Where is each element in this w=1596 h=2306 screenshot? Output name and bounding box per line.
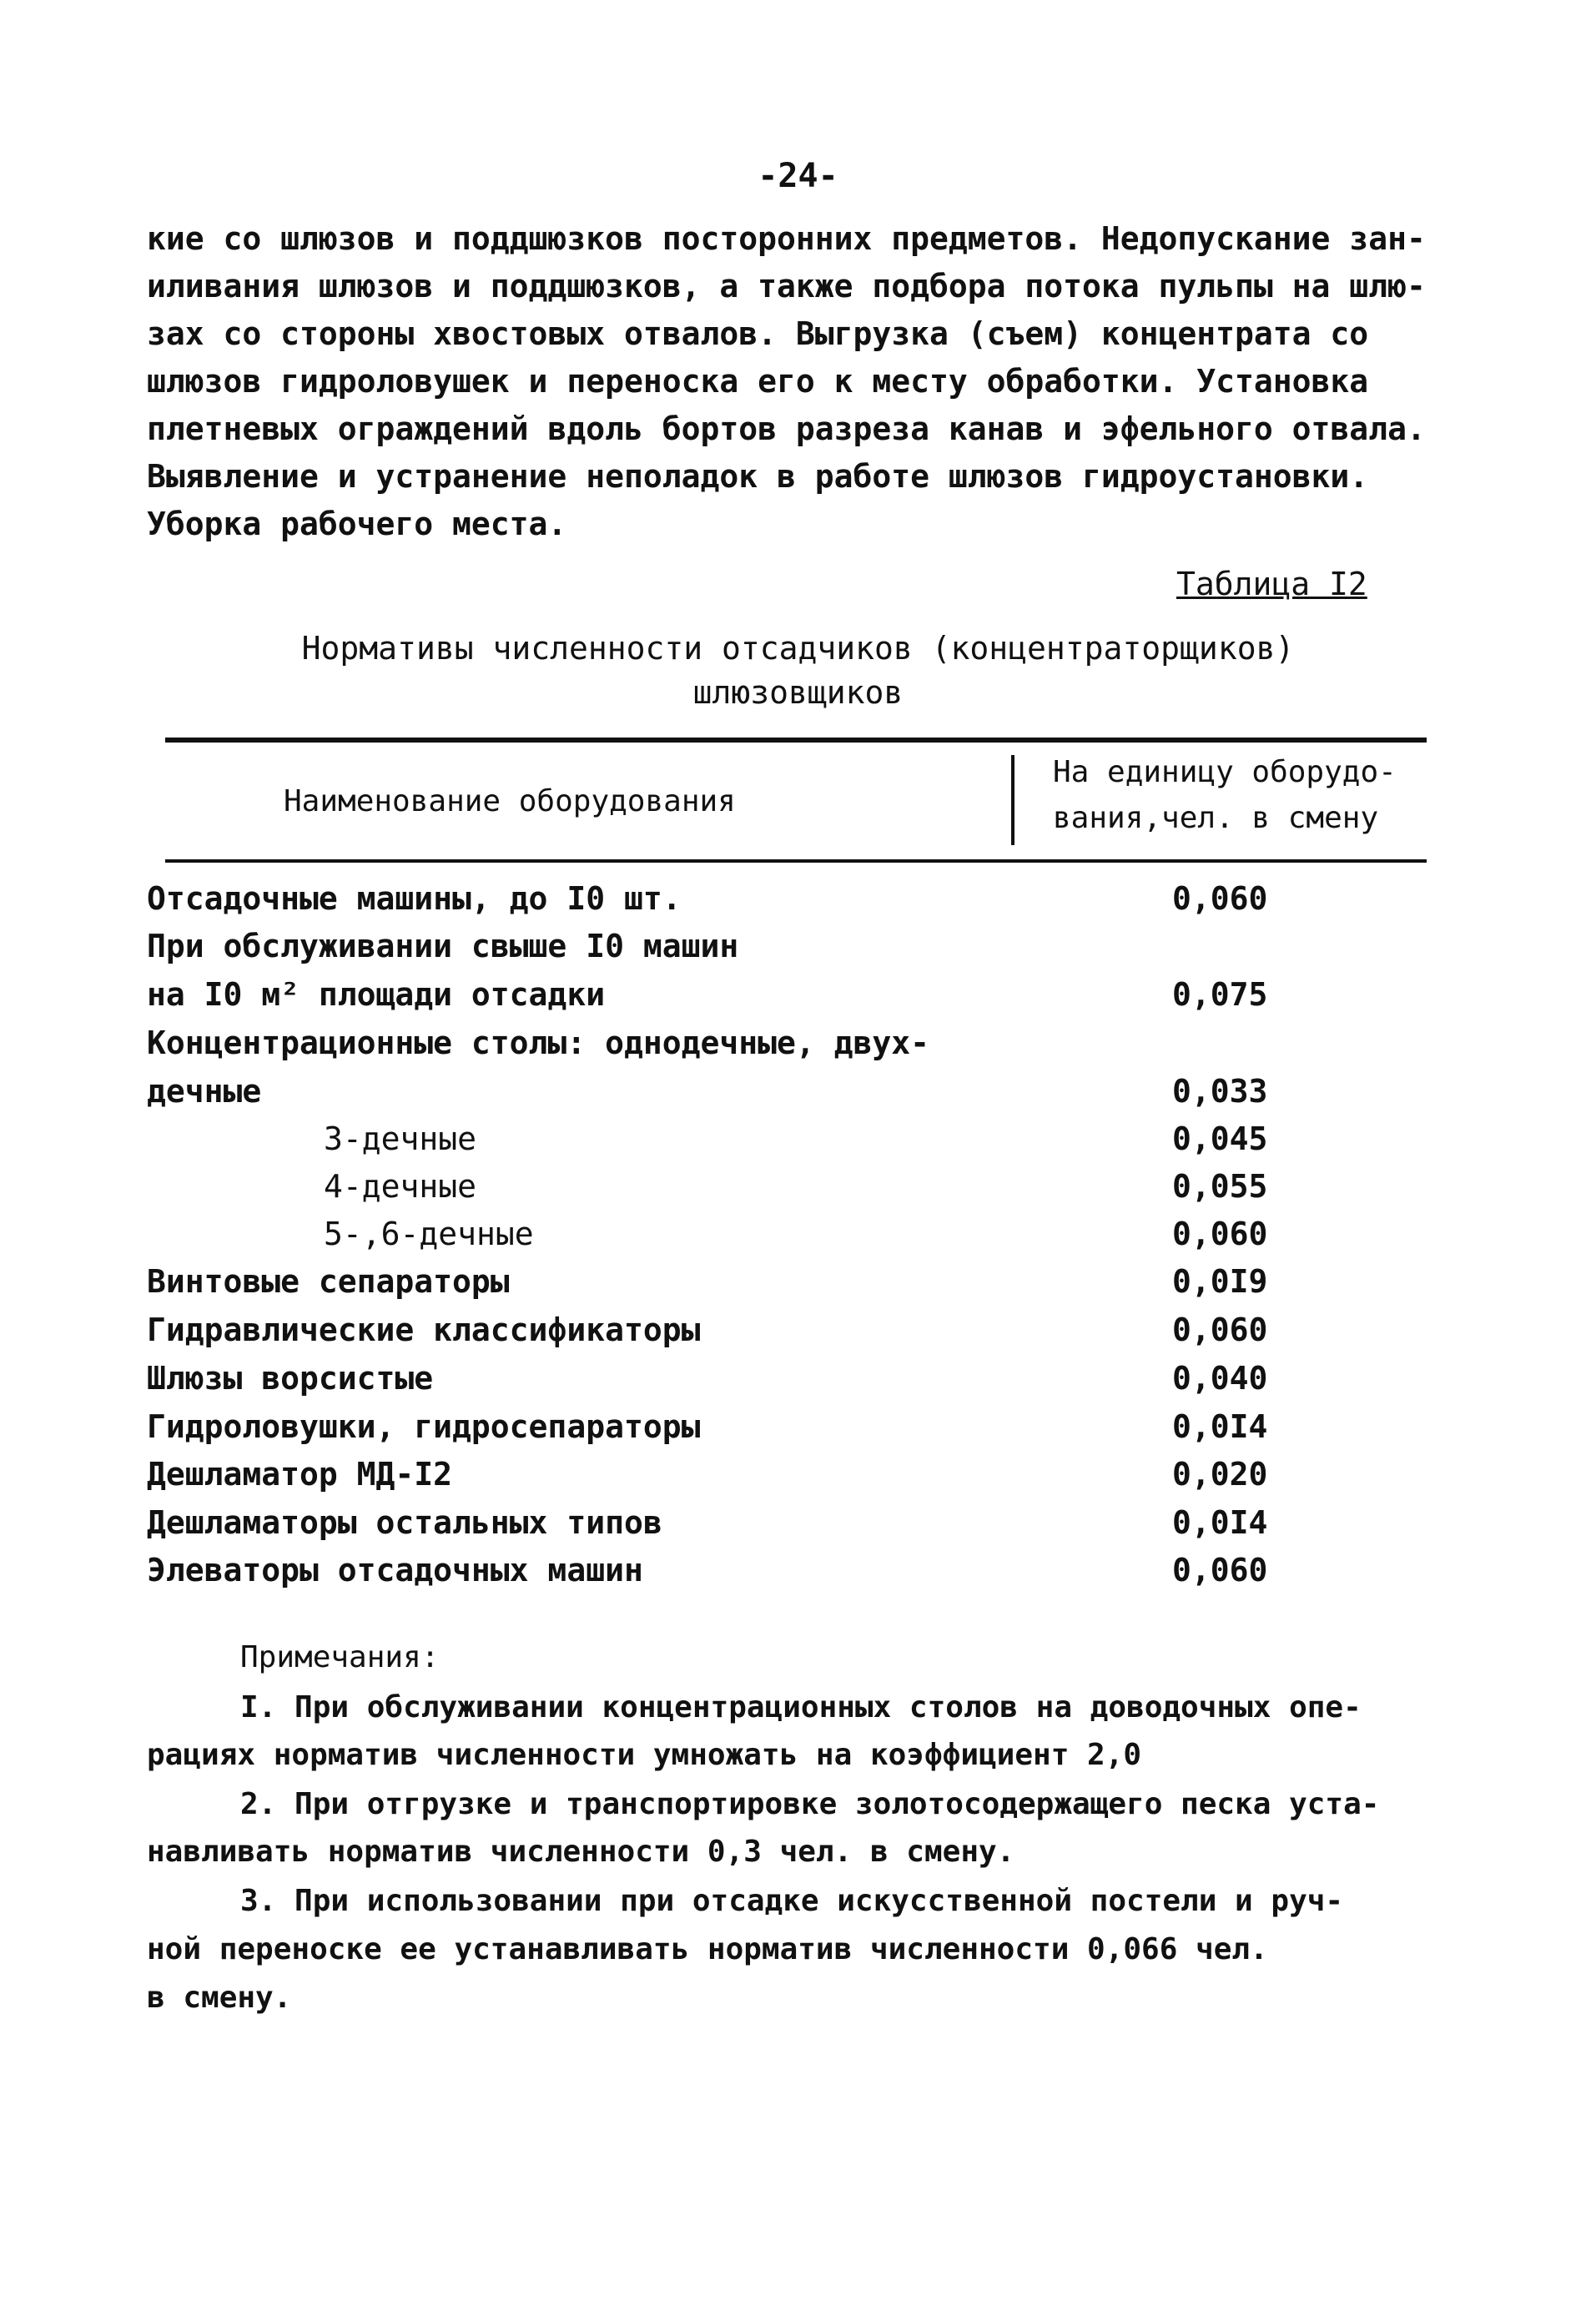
table-row-value: 0,033 [1172, 1073, 1268, 1110]
note-line: рациях норматив численности умножать на коэффициент 2,0 [147, 1738, 1142, 1772]
header-divider [1011, 755, 1014, 845]
table-subtitle: шлюзовщиков [692, 674, 904, 711]
intro-line: зах со стороны хвостовых отвалов. Выгрузка (съем) концентрата со [147, 315, 1369, 352]
table-row-value: 0,060 [1172, 1552, 1268, 1589]
table-title: Нормативы численности отсадчиков (концентраторщиков) [301, 630, 1295, 667]
table-row-value: 0,055 [1172, 1168, 1268, 1205]
table-row-value: 0,0I4 [1172, 1504, 1268, 1541]
note-line: I. При обслуживании концентрационных столов на доводочных опе- [240, 1690, 1362, 1724]
table-row-label: Дешламатор МД-I2 [147, 1456, 453, 1493]
table-row-label: Шлюзы ворсистые [147, 1360, 434, 1397]
intro-line: шлюзов гидроловушек и переноска его к месту обработки. Установка [147, 363, 1369, 400]
table-row-label: 3-дечные [324, 1120, 477, 1157]
table-row-label: Дешламаторы остальных типов [147, 1504, 662, 1541]
note-line: 3. При использовании при отсадке искусственной постели и руч- [240, 1884, 1344, 1918]
table-top-rule [165, 738, 1427, 743]
header-equipment: Наименование оборудования [284, 784, 736, 818]
note-line: в смену. [147, 1981, 292, 2015]
table-row-label: на I0 м² площади отсадки [147, 976, 606, 1013]
note-line: ной переноске ее устанавливать норматив численности 0,066 чел. [147, 1932, 1268, 1966]
table-row-label: При обслуживании свыше I0 машин [147, 928, 739, 964]
intro-line: плетневых ограждений вдоль бортов разреза канав и эфельного отвала. [147, 410, 1426, 447]
table-caption: Таблица I2 [1176, 566, 1367, 602]
page-number: -24- [758, 157, 838, 195]
header-norm-line1: На единицу оборудо- [1053, 755, 1397, 789]
table-row-value: 0,060 [1172, 880, 1268, 917]
note-line: навливать норматив численности 0,3 чел. в смену. [147, 1835, 1015, 1869]
table-row-label: Отсадочные машины, до I0 шт. [147, 880, 682, 917]
table-row-value: 0,040 [1172, 1360, 1268, 1397]
table-row-value: 0,075 [1172, 976, 1268, 1013]
table-row-label: Винтовые сепараторы [147, 1263, 510, 1300]
table-row-value: 0,045 [1172, 1120, 1268, 1157]
intro-line: иливания шлюзов и поддшюзков, а также подбора потока пульпы на шлю- [147, 268, 1426, 305]
table-row-label: дечные [147, 1073, 262, 1110]
table-row-label: Элеваторы отсадочных машин [147, 1552, 643, 1589]
note-line: 2. При отгрузке и транспортировке золотосодержащего песка уста- [240, 1787, 1380, 1821]
table-row-label: Концентрационные столы: однодечные, двух- [147, 1025, 929, 1061]
table-row-value: 0,0I4 [1172, 1408, 1268, 1445]
table-row-value: 0,020 [1172, 1456, 1268, 1493]
table-row-label: Гидроловушки, гидросепараторы [147, 1408, 701, 1445]
header-norm-line2: вания,чел. в смену [1053, 801, 1379, 835]
table-row-value: 0,060 [1172, 1312, 1268, 1348]
intro-line: Выявление и устранение неполадок в работе шлюзов гидроустановки. [147, 458, 1369, 495]
table-row-value: 0,0I9 [1172, 1263, 1268, 1300]
table-row-value: 0,060 [1172, 1216, 1268, 1252]
intro-line: кие со шлюзов и поддшюзков посторонних предметов. Недопускание зан- [147, 220, 1426, 257]
table-row-label: Гидравлические классификаторы [147, 1312, 701, 1348]
table-header-rule [165, 859, 1427, 863]
notes-heading: Примечания: [240, 1640, 440, 1674]
intro-line: Уборка рабочего места. [147, 506, 567, 542]
table-row-label: 5-,6-дечные [324, 1216, 534, 1252]
table-row-label: 4-дечные [324, 1168, 477, 1205]
